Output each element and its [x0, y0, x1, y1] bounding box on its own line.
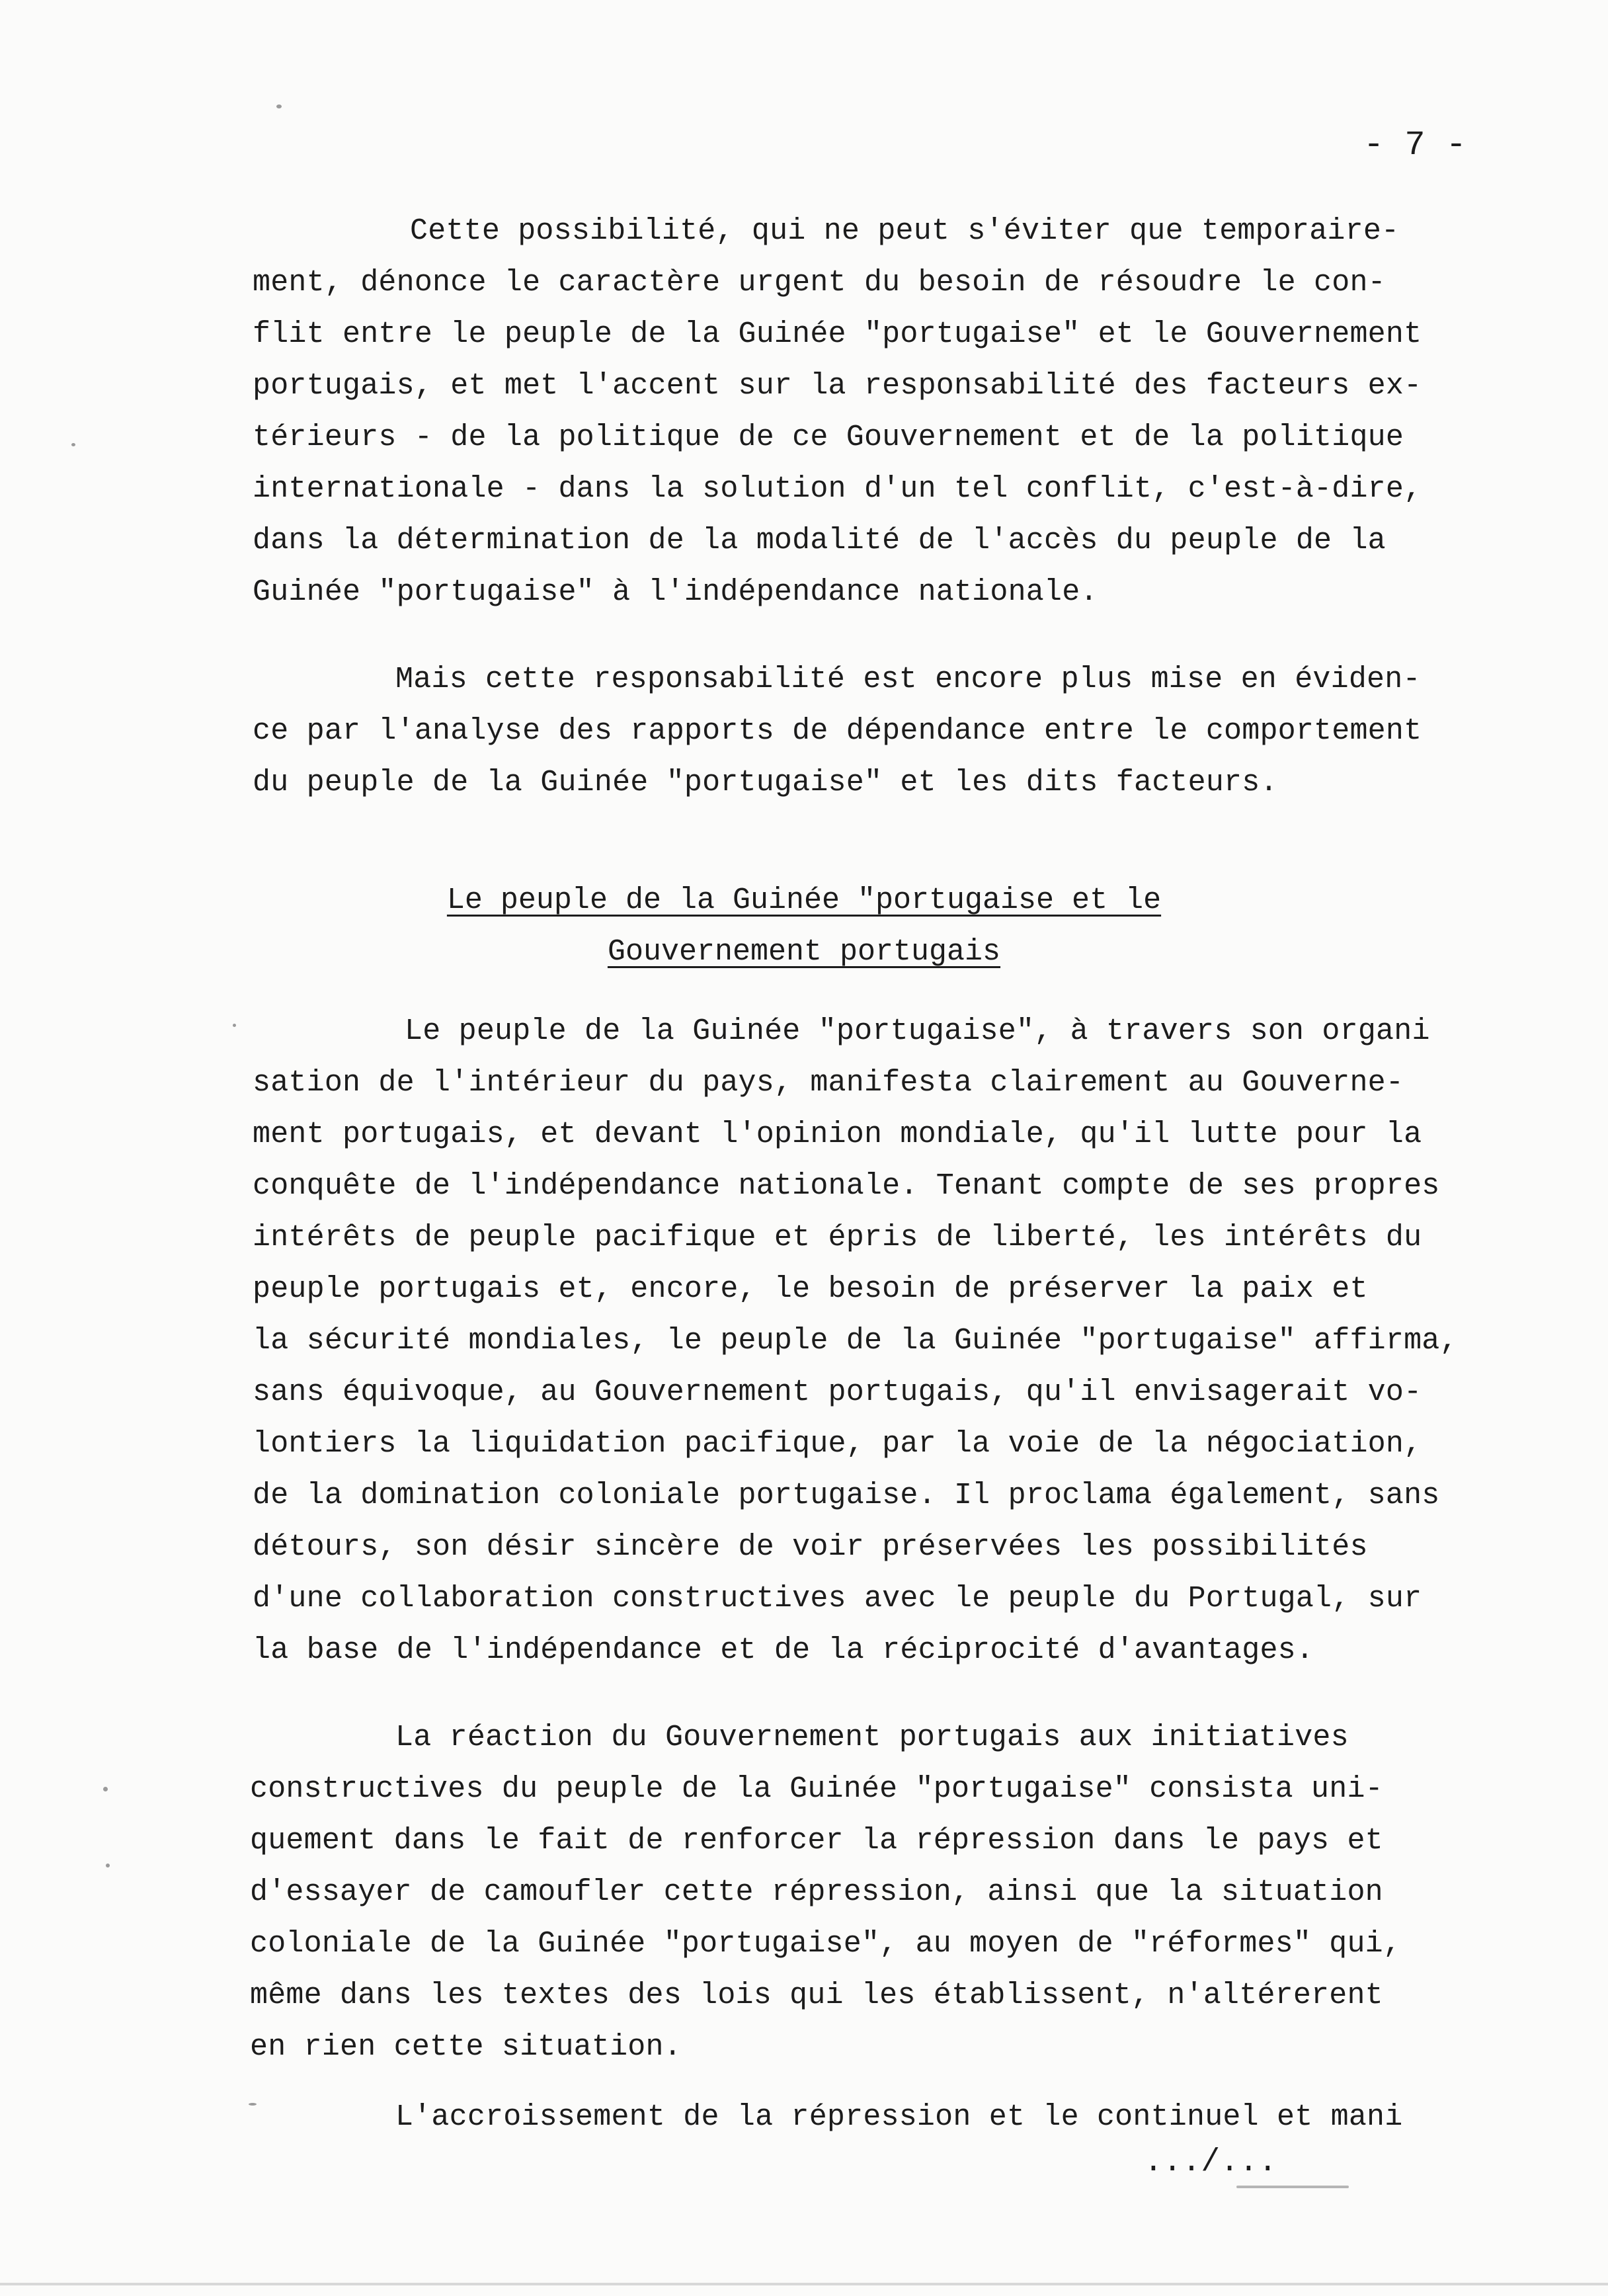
paragraph-line: la sécurité mondiales, le peuple de la Guinée "portugaise" affirma, — [253, 1324, 1458, 1358]
paragraph-line: d'une collaboration constructives avec le peuple du Portugal, sur — [253, 1582, 1422, 1616]
scan-speck — [249, 2103, 257, 2106]
paragraph-line: quement dans le fait de renforcer la répression dans le pays et — [250, 1824, 1383, 1858]
paragraph-line: ce par l'analyse des rapports de dépendance entre le comportement — [253, 714, 1422, 748]
paragraph-line: dans la détermination de la modalité de l'accès du peuple de la — [253, 524, 1386, 557]
paragraph-line: flit entre le peuple de la Guinée "portugaise" et le Gouvernement — [253, 317, 1422, 351]
scan-speck — [1236, 2186, 1349, 2188]
paragraph-line: La réaction du Gouvernement portugais aux initiatives — [395, 1721, 1349, 1754]
paragraph-line: intérêts de peuple pacifique et épris de liberté, les intérêts du — [253, 1221, 1422, 1254]
paragraph-line: portugais, et met l'accent sur la responsabilité des facteurs ex- — [253, 369, 1422, 403]
paragraph-line: coloniale de la Guinée "portugaise", au moyen de "réformes" qui, — [250, 1927, 1402, 1961]
scan-speck — [106, 1864, 110, 1867]
paragraph-line: peuple portugais et, encore, le besoin de préserver la paix et — [253, 1272, 1368, 1306]
page-bottom-edge — [0, 2283, 1608, 2285]
paragraph-line: la base de l'indépendance et de la réciprocité d'avantages. — [253, 1633, 1314, 1667]
section-heading-line-1: Le peuple de la Guinée "portugaise et le — [446, 883, 1162, 917]
paragraph-line: même dans les textes des lois qui les établissent, n'altérerent — [250, 1979, 1383, 2012]
paragraph-line: lontiers la liquidation pacifique, par la voie de la négociation, — [253, 1427, 1422, 1461]
paragraph-line: internationale - dans la solution d'un tel conflit, c'est-à-dire, — [253, 472, 1422, 506]
scan-speck — [71, 443, 75, 446]
paragraph-line: constructives du peuple de la Guinée "portugaise" consista uni- — [250, 1772, 1383, 1806]
paragraph-line: Cette possibilité, qui ne peut s'éviter que temporaire- — [410, 214, 1400, 248]
paragraph-line: ment portugais, et devant l'opinion mondiale, qu'il lutte pour la — [253, 1118, 1422, 1151]
scan-speck — [233, 1024, 236, 1027]
scan-speck — [276, 104, 282, 108]
paragraph-line: Guinée "portugaise" à l'indépendance nationale. — [253, 575, 1098, 609]
section-heading-line-2: Gouvernement portugais — [607, 935, 1001, 969]
paragraph-line: térieurs - de la politique de ce Gouvernement et de la politique — [253, 421, 1404, 454]
paragraph-line: du peuple de la Guinée "portugaise" et les dits facteurs. — [253, 766, 1278, 800]
paragraph-line: L'accroissement de la répression et le continuel et mani — [395, 2100, 1403, 2134]
paragraph-line: en rien cette situation. — [250, 2030, 682, 2064]
page-number: - 7 - — [1363, 126, 1467, 165]
continuation-mark: .../... — [1144, 2145, 1277, 2180]
paragraph-line: Le peuple de la Guinée "portugaise", à travers son organi — [405, 1014, 1430, 1048]
paragraph-line: d'essayer de camoufler cette répression, ainsi que la situation — [250, 1875, 1383, 1909]
paragraph-line: ment, dénonce le caractère urgent du besoin de résoudre le con- — [253, 266, 1386, 300]
scan-speck — [103, 1787, 108, 1791]
paragraph-line: conquête de l'indépendance nationale. Tenant compte de ses propres — [253, 1169, 1440, 1203]
paragraph-line: sans équivoque, au Gouvernement portugais, qu'il envisagerait vo- — [253, 1375, 1422, 1409]
paragraph-line: détours, son désir sincère de voir préservées les possibilités — [253, 1530, 1368, 1564]
paragraph-line: de la domination coloniale portugaise. Il proclama également, sans — [253, 1479, 1440, 1512]
paragraph-line: Mais cette responsabilité est encore plus mise en éviden- — [395, 663, 1421, 696]
paragraph-line: sation de l'intérieur du pays, manifesta clairement au Gouverne- — [253, 1066, 1404, 1100]
